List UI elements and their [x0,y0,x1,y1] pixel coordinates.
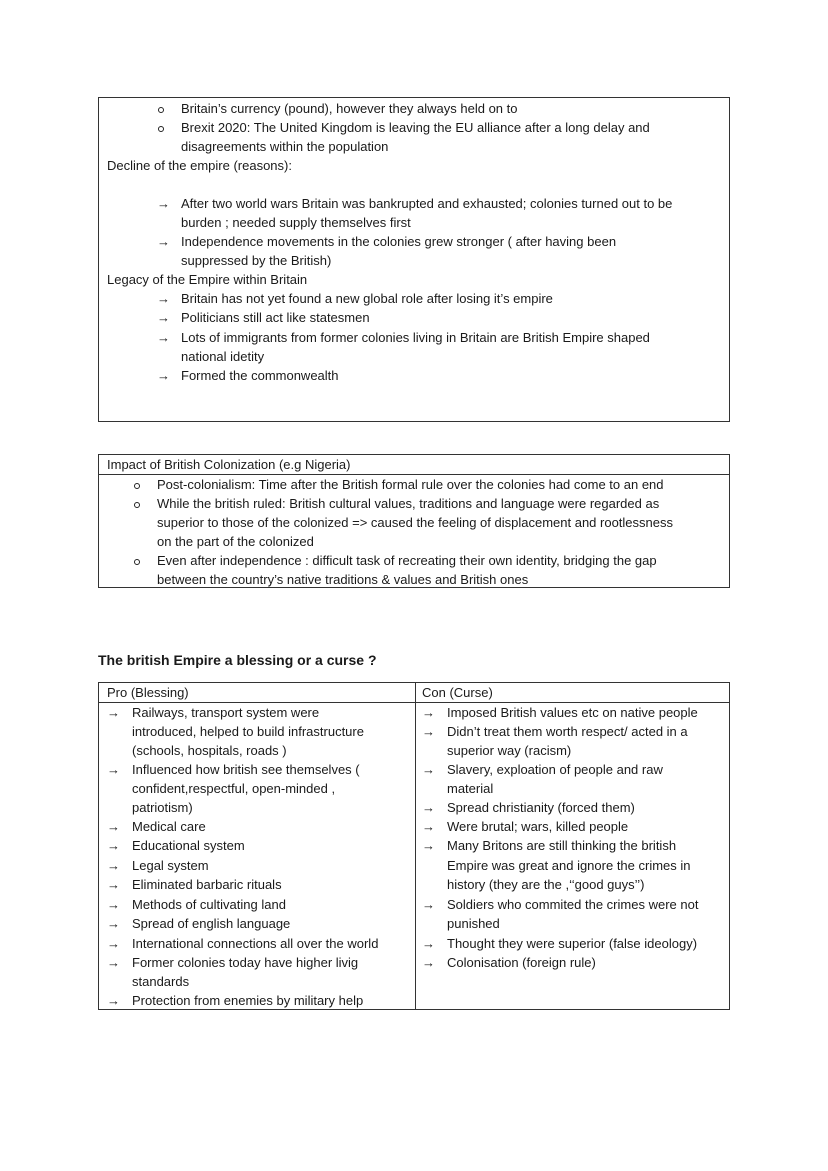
arrow-right-icon: → [107,936,120,951]
legacy-heading: Legacy of the Empire within Britain [107,272,308,287]
circle-item: Brexit 2020: The United Kingdom is leaving the EU alliance after a long delay and [181,120,650,135]
arrow-right-icon: → [157,368,170,383]
arrow-right-icon: → [107,916,120,931]
impact-item-continued: between the country’s native traditions & values and British ones [157,572,529,587]
arrow-right-icon: → [422,800,435,815]
pro-item: Methods of cultivating land [132,897,286,912]
impact-header: Impact of British Colonization (e.g Nigeria) [107,457,351,472]
arrow-right-icon: → [422,819,435,834]
circle-bullet-icon [134,502,140,508]
pro-item: Former colonies today have higher livig [132,955,359,970]
circle-bullet-icon [158,126,164,132]
pro-con-table [98,682,730,1010]
arrow-right-icon: → [422,936,435,951]
con-item-continued: material [447,781,494,796]
con-item: Imposed British values etc on native people [447,705,698,720]
con-item-continued: Empire was great and ignore the crimes in [447,858,691,873]
arrow-right-icon: → [422,897,435,912]
con-item: Colonisation (foreign rule) [447,955,596,970]
arrow-right-icon: → [107,993,120,1008]
con-header: Con (Curse) [422,685,493,700]
pro-item-continued: (schools, hospitals, roads ) [132,743,287,758]
con-item-continued: superior way (racism) [447,743,572,758]
con-item: Thought they were superior (false ideology) [447,936,698,951]
arrow-right-icon: → [107,705,120,720]
arrow-right-icon: → [107,955,120,970]
con-item: Many Britons are still thinking the british [447,838,677,853]
arrow-right-icon: → [107,838,120,853]
arrow-right-icon: → [157,330,170,345]
circle-bullet-icon [158,107,164,113]
pro-item-continued: confident,respectful, open-minded , [132,781,336,796]
impact-item: Even after independence : difficult task of recreating their own identity, bridging the gap [157,553,657,568]
con-item-continued: history (they are the ,‘‘good guys’’) [447,877,645,892]
legacy-item: Britain has not yet found a new global role after losing it’s empire [181,291,553,306]
pro-item: Medical care [132,819,206,834]
pro-item: Educational system [132,838,245,853]
decline-item-continued: suppressed by the British) [181,253,332,268]
notes-box-decline-legacy [98,97,730,422]
decline-item: Independence movements in the colonies grew stronger ( after having been [181,234,617,249]
arrow-right-icon: → [107,858,120,873]
notes-box-impact [98,454,730,588]
legacy-item: Lots of immigrants from former colonies living in Britain are British Empire shaped [181,330,650,345]
arrow-right-icon: → [107,762,120,777]
con-item: Slavery, exploation of people and raw [447,762,663,777]
circle-bullet-icon [134,483,140,489]
circle-item: Britain’s currency (pound), however they always held on to [181,101,518,116]
con-item: Were brutal; wars, killed people [447,819,629,834]
pro-item: Legal system [132,858,209,873]
legacy-item-continued: national idetity [181,349,265,364]
column-divider [415,683,416,1009]
con-item: Soldiers who commited the crimes were not [447,897,699,912]
pro-item: Spread of english language [132,916,291,931]
impact-item-continued: on the part of the colonized [157,534,314,549]
arrow-right-icon: → [422,724,435,739]
arrow-right-icon: → [422,705,435,720]
pro-item: Railways, transport system were [132,705,320,720]
arrow-right-icon: → [157,234,170,249]
decline-heading: Decline of the empire (reasons): [107,158,292,173]
pro-header: Pro (Blessing) [107,685,189,700]
arrow-right-icon: → [157,310,170,325]
pro-item: Protection from enemies by military help [132,993,364,1008]
impact-item: While the british ruled: British cultural values, traditions and language were regarded as [157,496,660,511]
section-title: The british Empire a blessing or a curse ? [98,652,377,668]
arrow-right-icon: → [107,877,120,892]
arrow-right-icon: → [422,955,435,970]
pro-item-continued: patriotism) [132,800,193,815]
pro-item: Influenced how british see themselves ( [132,762,360,777]
circle-bullet-icon [134,559,140,565]
pro-item-continued: standards [132,974,190,989]
arrow-right-icon: → [422,762,435,777]
circle-item-continued: disagreements within the population [181,139,389,154]
arrow-right-icon: → [107,819,120,834]
legacy-item: Politicians still act like statesmen [181,310,370,325]
con-item-continued: punished [447,916,500,931]
impact-item-continued: superior to those of the colonized => caused the feeling of displacement and rootlessness [157,515,673,530]
impact-header-row [99,455,729,475]
arrow-right-icon: → [157,291,170,306]
arrow-right-icon: → [107,897,120,912]
decline-item: After two world wars Britain was bankrupted and exhausted; colonies turned out to be [181,196,673,211]
pro-item-continued: introduced, helped to build infrastructure [132,724,364,739]
arrow-right-icon: → [422,838,435,853]
impact-item: Post-colonialism: Time after the British formal rule over the colonies had come to an end [157,477,664,492]
pro-item: International connections all over the world [132,936,379,951]
decline-item-continued: burden ; needed supply themselves first [181,215,411,230]
pro-item: Eliminated barbaric rituals [132,877,282,892]
con-item: Spread christianity (forced them) [447,800,635,815]
legacy-item: Formed the commonwealth [181,368,339,383]
con-item: Didn’t treat them worth respect/ acted in a [447,724,688,739]
arrow-right-icon: → [157,196,170,211]
